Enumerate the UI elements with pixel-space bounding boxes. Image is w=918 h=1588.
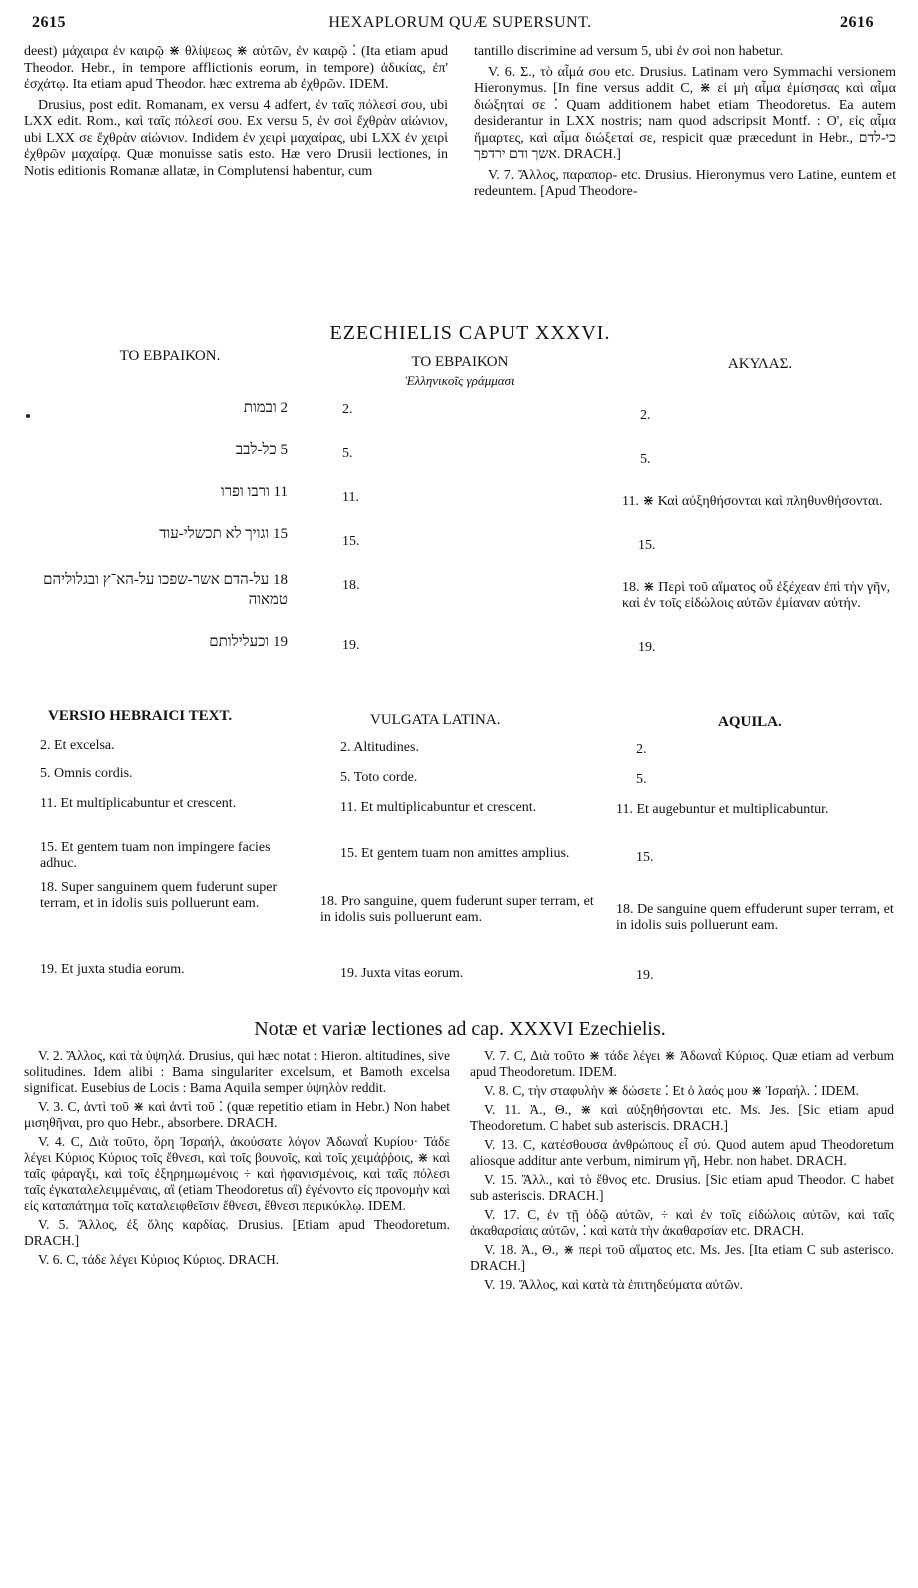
hebrew-cell: 18 על-הדם אשר-שפכו על-הא־ץ ובגלוליהם טמאוה: [43, 572, 288, 608]
vulgata-cell: 19. Juxta vitas eorum.: [340, 966, 464, 981]
header-translit: ΤΟ ΕΒΡΑΙΚΟΝ: [411, 354, 509, 370]
chapter-title: EZECHIELIS CAPUT XXXVI.: [329, 322, 611, 344]
number-cell: 11.: [342, 490, 359, 505]
hebrew-cell: 2 ובמות: [243, 400, 288, 416]
aquila-latin-cell: 18. De sanguine quem effuderunt super terram, et in idolis suis polluerunt eam.: [616, 902, 894, 933]
note: V. 8. C, τὴν σταφυλὴν ⋇ δώσετε ⁚ Et ὁ λαός μου ⋇ Ἰσραήλ. ⁚ IDEM.: [484, 1083, 859, 1098]
paragraph: V. 6. Σ., τὸ αἷμά σου etc. Drusius. Latinam vero Symmachi versionem Hieronymus. [In fine versus addit C, ⋇ εἰ μὴ αἷμα ἐμίσησας καὶ αἷμα διώξηταί σε ⁚ Quam additionem habet etiam Theodoretus. Ea autem desiderantur in LXX nostris; nam quod adscripsit Montf. : O', εἰς αἷμα ἥμαρτες, καὶ αἷμα διώξεταί σε, respicit quæ præcedunt in Hebr., כי-לדם אשך ודם ירדפך. DRACH.]: [474, 64, 896, 162]
notes-right-column: [470, 1048, 894, 1296]
number-cell: 2.: [342, 402, 353, 417]
paragraph: deest) μάχαιρα ἐν καιρῷ ⋇ θλίψεως ⋇ αὐτῶν, ἐν καιρῷ ⁚ (Ita etiam apud Theodor. Hebr., in tempore afflictionis eorum, in tempore) ἀδικίας, ἐπ' ἐσχάτῳ. Ita etiam apud Theodor. hæc extrema ab ἐχθρῶν. IDEM.: [24, 44, 448, 92]
note: V. 6. C, τάδε λέγει Κύριος Κύριος. DRACH.: [38, 1252, 280, 1267]
notes-title: Notæ et variæ lectiones ad cap. XXXVI Ezechielis.: [254, 1018, 666, 1040]
page-number-right: 2616: [840, 14, 874, 31]
header-versio: VERSIO HEBRAICI TEXT.: [48, 708, 233, 724]
hebrew-cell: 5 כל-לבב: [235, 442, 288, 458]
header-hebrew: ΤΟ ΕΒΡΑΙΚΟΝ.: [119, 348, 221, 364]
paragraph: Drusius, post edit. Romanam, ex versu 4 adfert, ἐν ταῖς πόλεσί σου, ubi LXX edit. Rom., καὶ ταῖς πόλεσί σου. Ex versu 5, ἐν σοὶ ἔχθρὰν αἰώνιον, ubi LXX σε ἔχθρὰν αἰώνιον. Indidem ἐν χειρὶ μαχαίρας, ubi LXX ἐν χειρὶ ἐχθρῶν μαχαίρᾳ. Quæ monuisse satis esto. Hæ vero Drusii lectiones, in Notis editionis Romanæ allatæ, in Complutensi habentur, cum: [24, 97, 448, 179]
note: V. 13. C, κατέσθουσα ἀνθρώπους εἶ σύ. Quod autem apud Theodoretum aliosque additur ante verbum, nimirum γῆ, Hebr. non habet. DRACH.: [470, 1137, 894, 1168]
aquila-cell: 18. ⋇ Περὶ τοῦ αἵματος οὗ ἐξέχεαν ἐπὶ τὴν γῆν, καὶ ἐν τοῖς εἰδώλοις αὐτῶν ἐμίαναν αὐτήν.: [622, 580, 891, 611]
note: V. 4. C, Διὰ τοῦτο, ὄρη Ἰσραήλ, ἀκούσατε λόγον Ἀδωναῒ Κυρίου· Τάδε λέγει Κύριος Κύριος τοῖς ἔθνεσι, καὶ τοῖς βουνοῖς, καὶ τοῖς χειμάῤῥοις, ⋇ καὶ ταῖς φάραγξι, καὶ τοῖς ἐξηρημωμένοις ÷ καὶ ἠφανισμένοις, καὶ ταῖς πόλεσι ταῖς ἐγκαταλελειμμέναις, αἳ (etiam Theodoretus αἳ) ἐγένοντο εἰς προνομὴν καὶ εἰς καταπάτημα τοῖς καταλειφθεῖσιν ἔθνεσι, ἔθνεσι περικύκλῳ. IDEM.: [24, 1134, 450, 1213]
versio-cell: 2. Et excelsa.: [40, 738, 115, 753]
aquila-latin-cell: 11. Et augebuntur et multiplicabuntur.: [616, 802, 829, 817]
header-aquila-latin: AQUILA.: [718, 714, 782, 730]
header-aquila-greek: ΑΚΥΛΑΣ.: [727, 356, 793, 372]
note: V. 5. Ἄλλος, ἐξ ὅλης καρδίας. Drusius. [Etiam apud Theodoretum. DRACH.]: [24, 1217, 450, 1248]
hebrew-cell: 15 וגויך לא תכשלי-עוד: [159, 526, 288, 542]
note: V. 19. Ἄλλος, καὶ κατὰ τὰ ἐπιτηδεύματα αὐτῶν.: [484, 1277, 743, 1292]
vulgata-cell: 5. Toto corde.: [340, 770, 418, 785]
top-right-column: [474, 44, 896, 205]
versio-cell: 19. Et juxta studia eorum.: [40, 962, 185, 977]
versio-cell: 18. Super sanguinem quem fuderunt super terram, et in idolis suis polluerunt eam.: [40, 880, 278, 911]
aquila-cell: 19.: [638, 640, 656, 655]
versio-cell: 11. Et multiplicabuntur et crescent.: [40, 796, 237, 811]
aquila-cell: 2.: [640, 408, 651, 423]
aquila-latin-cell: 19.: [636, 968, 654, 983]
note: V. 11. Ἀ., Θ., ⋇ καὶ αὐξηθήσονται etc. Ms. Jes. [Sic etiam apud Theodoretum. C habet sub asteriscis. DRACH.]: [470, 1102, 894, 1133]
vulgata-cell: 2. Altitudines.: [340, 740, 419, 755]
hebrew-cell: 11 ורבו ופרו: [220, 484, 288, 500]
number-cell: 19.: [342, 638, 360, 653]
aquila-cell: 5.: [640, 452, 651, 467]
margin-dot: [26, 414, 30, 418]
number-cell: 5.: [342, 446, 353, 461]
aquila-cell: 15.: [638, 538, 656, 553]
note: V. 2. Ἄλλος, καὶ τὰ ὑψηλά. Drusius, qui hæc notat : Hieron. altitudines, sive solitudines. Idem alibi : Bama singulariter excelsum, et Bamoth excelsa significat. Eusebius de Locis : Bama Aquila semper ὑψηλὸν reddit.: [24, 1048, 450, 1095]
paragraph: V. 7. Ἄλλος, παραπορ- etc. Drusius. Hieronymus vero Latine, euntem et redeuntem. [Apud Theodore-: [474, 167, 896, 199]
note: V. 7. C, Διὰ τοῦτο ⋇ τάδε λέγει ⋇ Ἀδωναῒ Κύριος. Quæ etiam ad verbum apud Theodoretum. IDEM.: [470, 1048, 894, 1079]
top-left-column: [24, 44, 448, 184]
versio-cell: 5. Omnis cordis.: [40, 766, 133, 781]
note: V. 18. Ἀ., Θ., ⋇ περὶ τοῦ αἵματος etc. Ms. Jes. [Ita etiam C sub asterisco. DRACH.]: [470, 1242, 894, 1273]
header-translit-sub: Ἑλληνικοῖς γράμμασι: [405, 373, 515, 388]
aquila-latin-cell: 5.: [636, 772, 647, 787]
header-vulgata: VULGATA LATINA.: [370, 712, 501, 728]
vulgata-cell: 11. Et multiplicabuntur et crescent.: [340, 800, 537, 815]
vulgata-cell: 18. Pro sanguine, quem fuderunt super terram, et in idolis suis polluerunt eam.: [320, 894, 594, 925]
page-number-left: 2615: [32, 14, 66, 31]
paragraph: tantillo discrimine ad versum 5, ubi ἐν σοὶ non habetur.: [474, 44, 784, 59]
vulgata-cell: 15. Et gentem tuam non amittes amplius.: [340, 846, 570, 861]
aquila-cell: 11. ⋇ Καὶ αὐξηθήσονται καὶ πληθυνθήσονται.: [622, 494, 883, 509]
aquila-latin-cell: 2.: [636, 742, 647, 757]
notes-left-column: [24, 1048, 450, 1271]
note: V. 17. C, ἐν τῇ ὁδῷ αὐτῶν, ÷ καὶ ἐν τοῖς εἰδώλοις αὐτῶν, καὶ ταῖς ἀκαθαρσίαις αὐτῶν, ⁚ καὶ κατὰ τὴν ἀκαθαρσίαν etc. DRACH.: [470, 1207, 894, 1238]
running-title: HEXAPLORUM QUÆ SUPERSUNT.: [328, 14, 592, 31]
number-cell: 15.: [342, 534, 360, 549]
hebrew-cell: 19 וכעלילותם: [209, 634, 288, 650]
versio-cell: 15. Et gentem tuam non impingere facies adhuc.: [40, 840, 271, 871]
note: V. 3. C, ἀντὶ τοῦ ⋇ καὶ ἀντὶ τοῦ ⁚ (quæ repetitio etiam in Hebr.) Non habet μισηθῆναι, pro quo Hebr., absorbere. DRACH.: [24, 1099, 450, 1130]
aquila-latin-cell: 15.: [636, 850, 654, 865]
note: V. 15. Ἄλλ., καὶ τὸ ἔθνος etc. Drusius. [Sic etiam apud Theodor. C habet sub asteriscis. DRACH.]: [470, 1172, 894, 1203]
number-cell: 18.: [342, 578, 360, 593]
